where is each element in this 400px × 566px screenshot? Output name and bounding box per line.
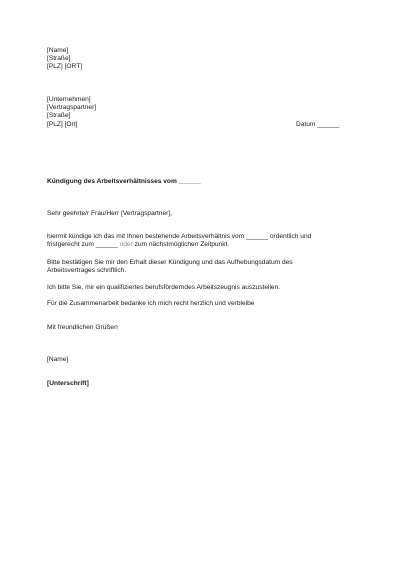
paragraph-reference: Ich bitte Sie, mir ein qualifiziertes berufsförderndes Arbeitszeugnis auszustellen. (47, 284, 281, 291)
paragraph-confirmation-line2: Arbeitsvertrages schriftlich. (47, 267, 127, 275)
or-text: oder (119, 241, 133, 249)
recipient-address (47, 96, 96, 129)
recipient-street: [Straße] (47, 112, 71, 120)
sender-name: [Name] (47, 47, 69, 54)
recipient-company: [Unternehmen] (47, 96, 91, 103)
closing-phrase: Mit freundlichen Grüßen (47, 324, 118, 331)
paragraph-thanks: Für die Zusammenarbeit bedanke ich mich recht herzlich und verbleibe (47, 300, 255, 307)
recipient-contact: [Vertragspartner] (47, 104, 97, 112)
paragraph-confirmation-line1: Bitte bestätigen Sie mir den Erhalt dieser Kündigung und das Aufhebungsdatum des (47, 259, 293, 266)
salutation: Sehr geehrte/r Frau/Herr [Vertragspartner], (47, 210, 172, 217)
sender-address (47, 47, 82, 72)
recipient-city: [PLZ] [Ort] (47, 120, 78, 128)
sender-city: [PLZ] [ORT] (47, 63, 83, 71)
termination-next-date-text: zum nächstmöglichen Zeitpunkt. (132, 241, 230, 249)
date-field: Datum ______ (296, 121, 340, 128)
paragraph-confirmation (47, 259, 293, 275)
sender-street: [Straße] (47, 55, 71, 63)
letter-subject: Kündigung des Arbeitsverhältnisses vom ______ (47, 178, 201, 185)
signer-name: [Name] (47, 356, 69, 363)
termination-date-text: fristgerecht zum ______ (47, 241, 120, 249)
paragraph-termination-line1: hiermit kündige ich das mit Ihnen bestehende Arbeitsverhältnis vom ______ ordentlich und (47, 233, 312, 240)
signature-placeholder: [Unterschrift] (47, 380, 89, 387)
paragraph-termination (47, 233, 311, 249)
paragraph-termination-line2 (47, 241, 311, 249)
